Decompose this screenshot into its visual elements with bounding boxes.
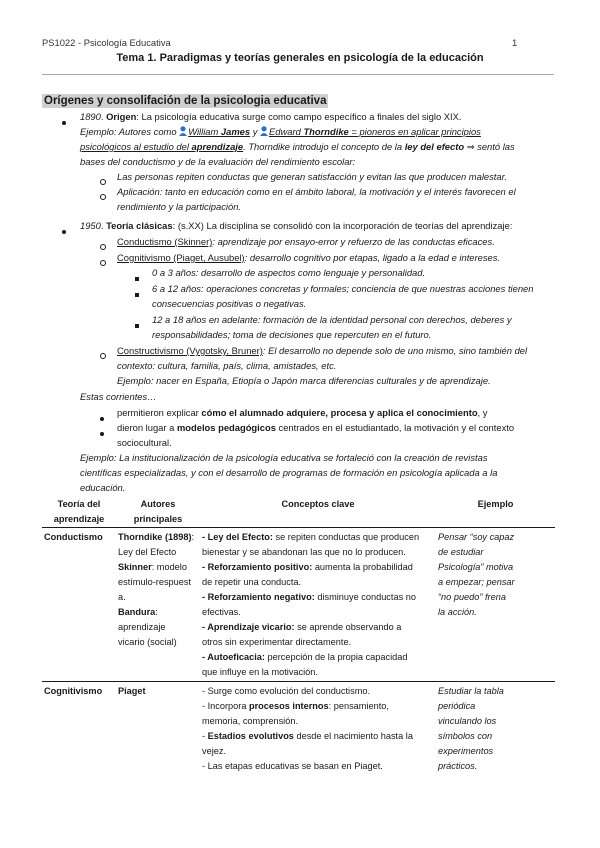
table-header-row <box>42 497 555 528</box>
document-title: Tema 1. Paradigmas y teorías generales en psicología de la educación <box>116 52 484 64</box>
sub-item-application-line2: rendimiento y la participación. <box>117 201 242 212</box>
item-1890-example-line2: psicológicos al estudio del aprendizaje. Thorndike introdujo el concepto de la ley del efecto ⇒ sentó las <box>80 141 515 152</box>
item-1890-example-line3: bases del conductismo y de la evaluación del rendimiento escolar: <box>80 156 356 167</box>
concepts-cell: - Surge como evolución del conductismo. - Incorpora procesos internos: pensamiento, memoria, comprensión. - Estadios evolutivos desde el nacimiento hasta la vejez. - Las etapas educativas se basan en Piaget. <box>202 686 413 771</box>
page-number: 1 <box>512 37 518 48</box>
theory-cell: Cognitivismo <box>44 686 103 696</box>
conductismo-item: Conductismo (Skinner): aprendizaje por ensayo-error y refuerzo de las conductas eficaces. <box>117 236 495 247</box>
bullet-circle <box>100 349 106 363</box>
concepts-cell: - Ley del Efecto: se repiten conductas que producen bienestar y se abandonan las que no lo producen. - Reforzamiento positivo: aumenta la probabilidad de repetir una conducta. - Reforzamiento negativo: disminuye conductas no efectivas. - Aprendizaje vicario: se aprende observando a otros sin experimentar directamente. - Autoeficacia: percepción de la propia capacidad que influye en la motivación. <box>200 528 436 682</box>
bullet-dot <box>62 115 66 129</box>
closing-example-line2: científicas especializadas, y con el desarrollo de programas de formación en psicología aplicada a la <box>80 467 498 478</box>
constructivismo-example: Ejemplo: nacer en España, Etiopía o Japón marca diferencias culturales y de aprendizaje. <box>117 375 491 386</box>
bullet-circle <box>100 190 106 204</box>
closing-example-line3: educación. <box>80 482 126 493</box>
example-cell: Estudiar la tabla periódica vinculando los símbolos con experimentos prácticos. <box>438 686 504 771</box>
course-header: PS1022 - Psicología Educativa <box>42 37 171 48</box>
header-authors: Autores principales <box>116 497 200 528</box>
header-concepts: Conceptos clave <box>200 497 436 528</box>
stage-6-12: 6 a 12 años: operaciones concretas y formales; conciencia de que nuestras acciones tienen <box>152 283 534 294</box>
item-1890-example: Ejemplo: Autores como William James y Edward Thorndike = pioneros en aplicar principios <box>80 126 481 137</box>
bullet-circle <box>100 175 106 189</box>
constructivismo-item: Constructivismo (Vygotsky, Bruner): El desarrollo no depende solo de uno mismo, sino también del <box>117 345 528 356</box>
header-divider <box>42 74 554 75</box>
header-example: Ejemplo <box>436 497 555 528</box>
header-theory: Teoría del aprendizaje <box>42 497 116 528</box>
bullet-dot <box>100 426 104 440</box>
stage-6-12-line2: consecuencias positivas o negativas. <box>152 298 307 309</box>
item-1890: 1890. Origen: La psicología educativa surge como campo específico a finales del siglo XIX. <box>80 111 462 122</box>
constructivismo-line2: contexto: cultura, familia, país, clima, amistades, etc. <box>117 360 337 371</box>
corriente-2-line2: sociocultural. <box>117 437 172 448</box>
person-icon <box>179 126 187 136</box>
authors-cell: Piaget <box>118 686 146 696</box>
item-1950: 1950. Teoría clásicas: (s.XX) La disciplina se consolidó con la incorporación de teorías del aprendizaje: <box>80 220 513 231</box>
bullet-dot <box>62 224 66 238</box>
sub-item-satisfaction: Las personas repiten conductas que generan satisfacción y evitan las que producen malestar. <box>117 171 507 182</box>
bullet-square <box>135 287 139 301</box>
bullet-square <box>135 271 139 285</box>
authors-cell: Thorndike (1898): Ley del Efecto Skinner: modelo estímulo-respuest a. Bandura: aprendizaje vicario (social) <box>116 528 200 682</box>
bullet-square <box>135 318 139 332</box>
stage-0-3: 0 a 3 años: desarrollo de aspectos como lenguaje y personalidad. <box>152 267 426 278</box>
section-heading: Orígenes y consolifación de la psicologia educativa <box>44 95 327 107</box>
closing-example: Ejemplo: La institucionalización de la psicología educativa se fortaleció con la creación de revistas <box>80 452 488 463</box>
theory-cell: Conductismo <box>42 528 116 682</box>
stage-12-18-line2: responsabilidades; toma de decisiones que repercuten en el futuro. <box>152 329 432 340</box>
bullet-dot <box>100 411 104 425</box>
person-icon <box>260 126 268 136</box>
table-row <box>42 682 555 775</box>
bullet-circle <box>100 240 106 254</box>
stage-12-18: 12 a 18 años en adelante: formación de la identidad personal con derechos, deberes y <box>152 314 512 325</box>
table-row <box>42 528 555 682</box>
theories-table <box>42 497 555 774</box>
corriente-1: permitieron explicar cómo el alumnado adquiere, procesa y aplica el conocimiento, y <box>117 407 488 418</box>
corrientes-intro: Estas corrientes… <box>80 391 157 402</box>
sub-item-application: Aplicación: tanto en educación como en el ámbito laboral, la motivación y el interés favorecen el <box>117 186 516 197</box>
cognitivismo-item: Cognitivismo (Piaget, Ausubel): desarrollo cognitivo por etapas, ligado a la edad e intereses. <box>117 252 501 263</box>
corriente-2: dieron lugar a modelos pedagógicos centrados en el estudiantado, la motivación y el contexto <box>117 422 515 433</box>
example-cell: Pensar “soy capaz de estudiar Psicología” motiva a empezar; pensar “no puedo” frena la acción. <box>436 528 555 682</box>
bullet-circle <box>100 256 106 270</box>
